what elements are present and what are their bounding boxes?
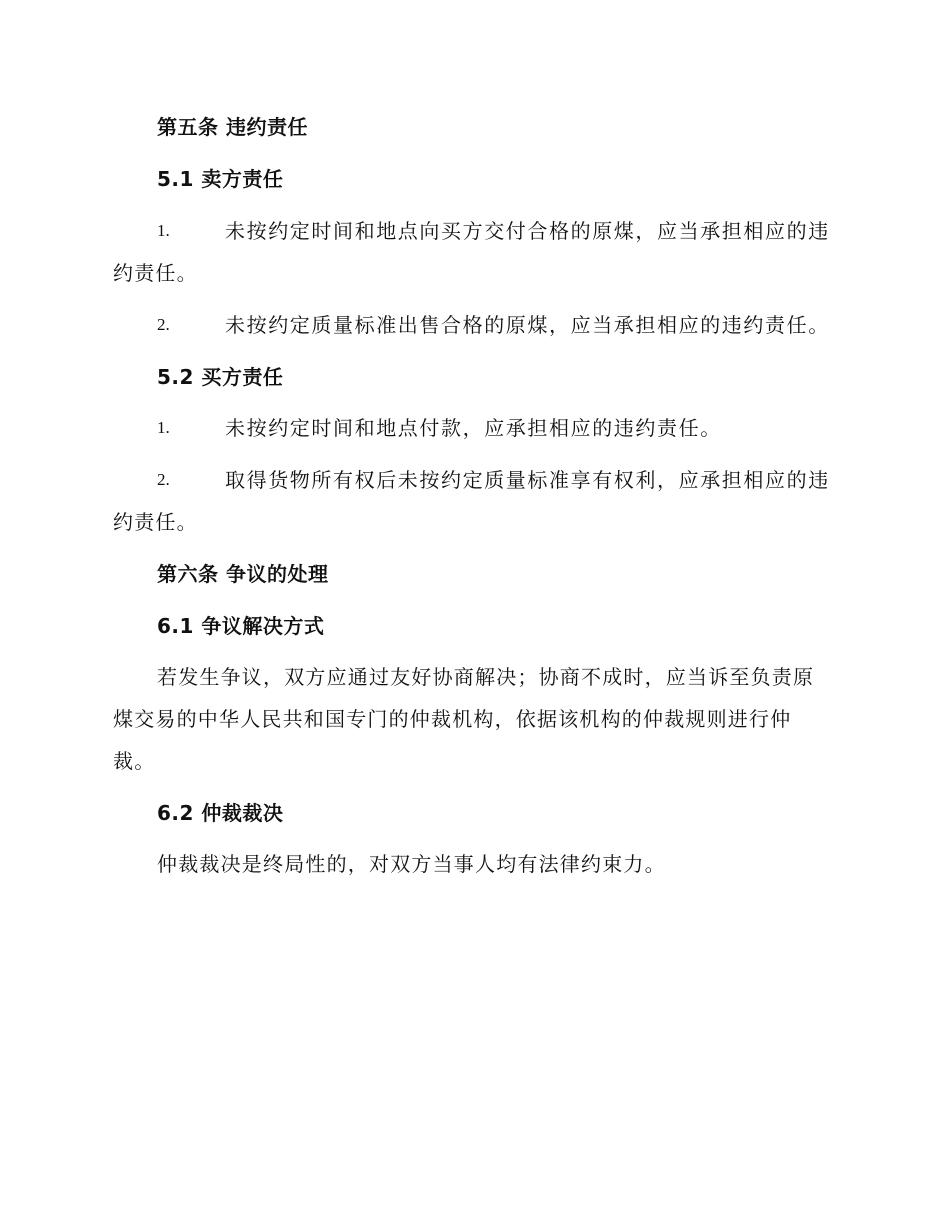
section-6-1-heading: 6.1 争议解决方式: [157, 614, 325, 638]
paragraph-line: 裁。: [113, 749, 156, 773]
item-text: 未按约定时间和地点付款，应承担相应的违约责任。: [225, 416, 722, 440]
item-number: 2.: [157, 315, 170, 334]
section-6-2-heading: 6.2 仲裁裁决: [157, 801, 284, 825]
section-5-1-heading: 5.1 卖方责任: [157, 167, 284, 191]
item-number: 1.: [157, 221, 170, 240]
article-6-title: 第六条 争议的处理: [157, 562, 329, 586]
section-5-2-heading: 5.2 买方责任: [157, 365, 284, 389]
item-number: 2.: [157, 470, 170, 489]
article-5-title: 第五条 违约责任: [157, 115, 308, 139]
item-text-continuation: 约责任。: [113, 510, 198, 534]
item-text: 未按约定质量标准出售合格的原煤，应当承担相应的违约责任。: [225, 313, 830, 337]
item-text: 取得货物所有权后未按约定质量标准享有权利，应承担相应的违: [225, 468, 830, 492]
paragraph-line: 煤交易的中华人民共和国专门的仲裁机构，依据该机构的仲裁规则进行仲: [113, 707, 792, 731]
item-number: 1.: [157, 418, 170, 437]
paragraph-line: 若发生争议，双方应通过友好协商解决；协商不成时，应当诉至负责原: [157, 665, 815, 689]
item-text-continuation: 约责任。: [113, 261, 198, 285]
item-text: 未按约定时间和地点向买方交付合格的原煤，应当承担相应的违: [225, 219, 830, 243]
paragraph-line: 仲裁裁决是终局性的，对双方当事人均有法律约束力。: [157, 852, 666, 876]
